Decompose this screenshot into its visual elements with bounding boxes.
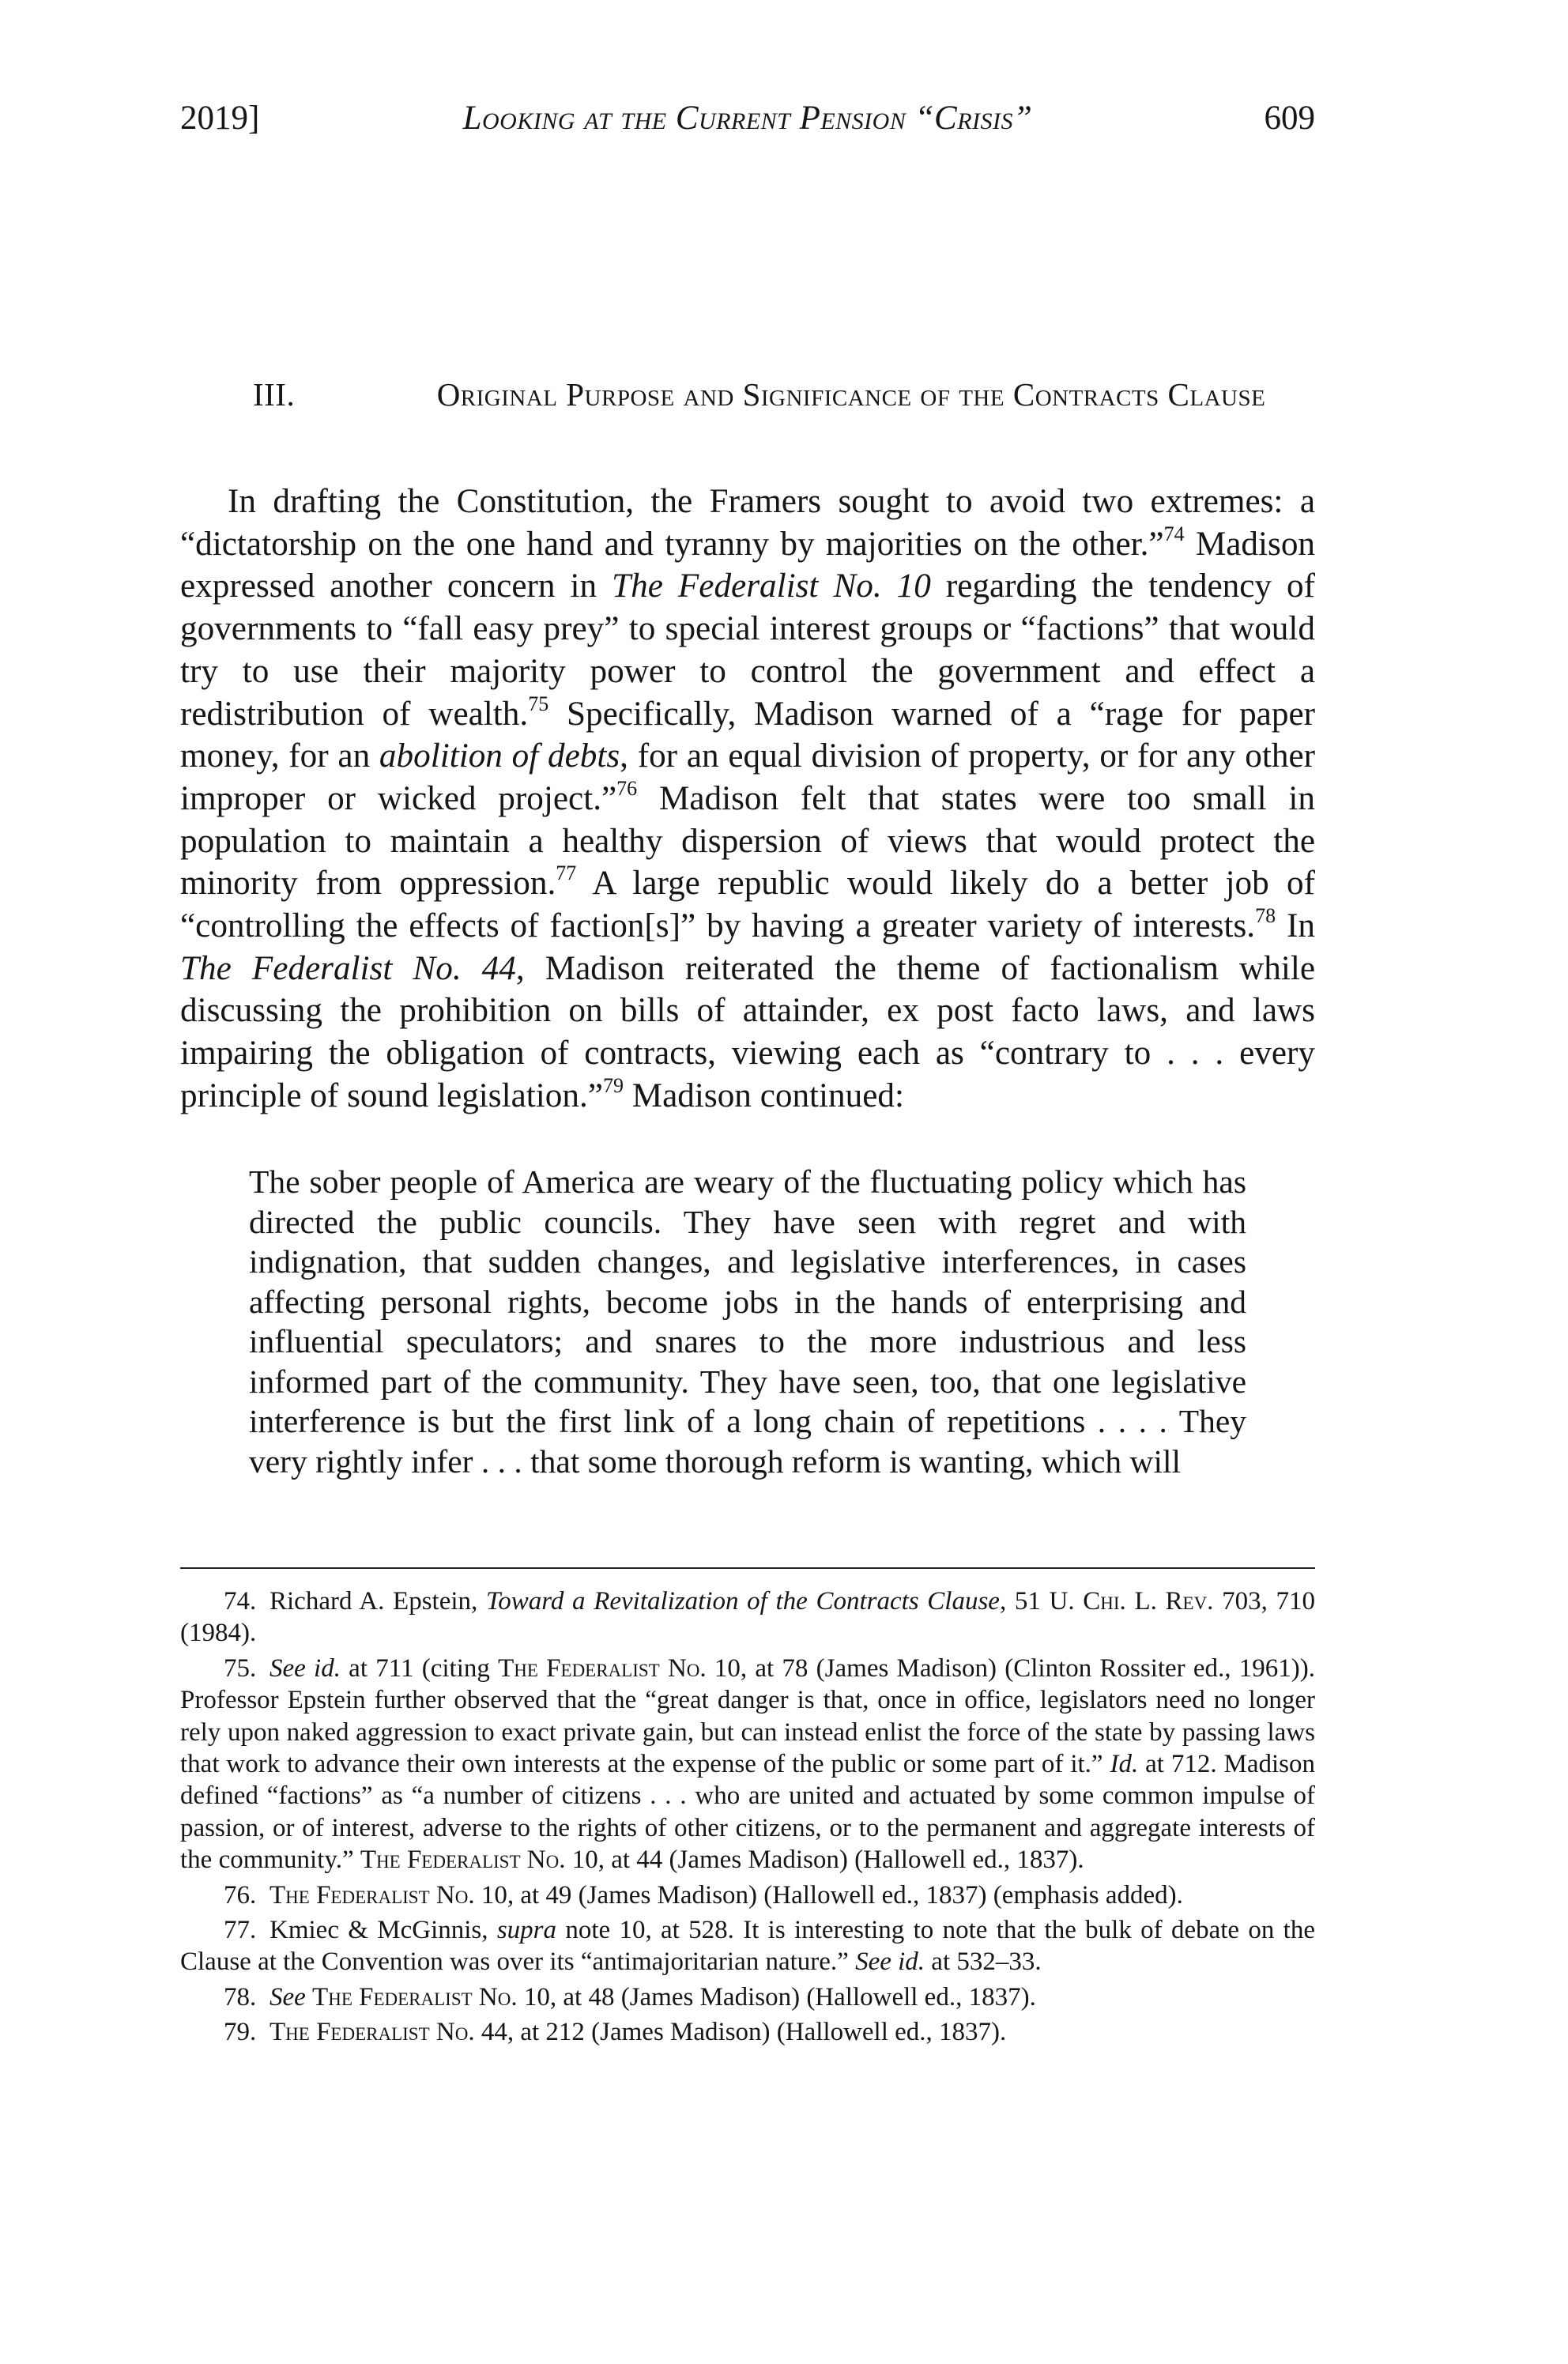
body-text-run: Madison continued:: [623, 1076, 904, 1114]
running-head: [180, 87, 1315, 150]
body-text-run: regarding the tendency of governments to “fall easy prey” to special interest groups or “factions” that would try to use their majority power to control the government and effect a redistribution of wealth.: [180, 567, 1315, 733]
footnote-italic: See id.: [855, 1947, 925, 1977]
footnote-italic: Toward a Revitalization of the Contracts Clause: [485, 1587, 1000, 1616]
body-text-run: A large republic would likely do a better job of “controlling the effects of faction[s]” by having a greater variety of interests.: [180, 865, 1315, 945]
footnote-text: [306, 1983, 312, 2011]
section-title: Original Purpose and Significance of the Contracts Clause: [436, 376, 1266, 413]
footnote-75: [180, 1653, 1315, 1876]
running-head-year: 2019]: [180, 100, 260, 137]
footnote-text: Richard A. Epstein,: [270, 1587, 486, 1616]
footnote-smallcaps: The Federalist No.: [270, 2018, 475, 2047]
body-text-run: Madison expressed another concern in: [180, 525, 1316, 605]
body-text-run: In: [1276, 907, 1315, 945]
footnote-smallcaps: The Federalist No.: [498, 1653, 707, 1683]
footnote-number: 75.: [224, 1653, 257, 1683]
footnote-italic: supra: [496, 1916, 557, 1945]
footnote-number: 76.: [224, 1880, 257, 1910]
body-text-run: , Madison reiterated the theme of factionalism while discussing the prohibition on bills of attainder, ex post facto laws, and laws impairing the obligation of contracts, viewing each as “contrary to . . . every principle of sound legislation.”: [180, 949, 1315, 1114]
footnote-divider: [180, 1567, 1315, 1569]
footnote-text: 10, at 78 (James Madison) (Clinton Rossiter ed., 1961)). Professor Epstein further observed that the “great danger is that, once in office, legislators need no longer rely upon naked aggression to exact private gain, but can instead enlist the force of the state by passing laws that work to advance their own interests at the expense of the public or some part of it.”: [180, 1653, 1316, 1779]
italic-title: The Federalist No. 10: [612, 567, 931, 605]
footnote-smallcaps: The Federalist No.: [270, 1880, 475, 1910]
body-text-run: Madison felt that states were too small in population to maintain a healthy dispersion of views that would protect the minority from oppression.: [180, 779, 1315, 903]
italic-emphasis: abolition of debts: [379, 737, 620, 775]
footnote-text: 10, at 44 (James Madison) (Hallowell ed., 1837).: [565, 1846, 1084, 1875]
footnote-smallcaps: The Federalist No.: [360, 1846, 566, 1875]
footnote-77: [180, 1914, 1315, 1978]
section-number: III.: [253, 376, 296, 413]
footnote-79: [180, 2016, 1315, 2048]
footnote-number: 77.: [224, 1916, 257, 1945]
footnote-text: 10, at 49 (James Madison) (Hallowell ed., 1837) (emphasis added).: [474, 1880, 1183, 1910]
footnote-76: [180, 1880, 1315, 1911]
footnote-italic: See id.: [270, 1653, 341, 1683]
running-head-title: Looking at the Current Pension “Crisis”: [462, 100, 1033, 137]
footnote-ref-79[interactable]: 79: [602, 1073, 624, 1097]
footnote-ref-77[interactable]: 77: [556, 862, 577, 885]
footnote-italic: See: [270, 1982, 306, 2011]
footnotes: [180, 1585, 1315, 2052]
footnote-text: at 712. Madison defined “factions” as “a number of citizens . . . who are united and actuated by some common impulse of passion, or of interest, adverse to the rights of other citizens, or to the permanent and aggregate interests of the community.”: [180, 1750, 1315, 1875]
block-quote-text: The sober people of America are weary of the fluctuating policy which has directed the public councils. They have seen with regret and with indignation, that sudden changes, and legislative interferences, in cases affecting personal rights, become jobs in the hands of enterprising and influential speculators; and snares to the more industrious and less informed part of the community. They have seen, too, that one legislative interference is but the first link of a long chain of repetitions . . . . They very rightly infer . . . that some thorough reform is wanting, which will: [249, 1163, 1246, 1480]
footnote-italic: Id.: [1110, 1750, 1139, 1779]
body-paragraph: [180, 481, 1315, 1118]
body-text: [180, 481, 1315, 1118]
footnote-text: 10, at 48 (James Madison) (Hallowell ed., 1837).: [517, 1982, 1036, 2011]
footnote-number: 74.: [224, 1587, 257, 1616]
footnote-text: at 532–33.: [925, 1947, 1042, 1977]
footnote-text: , 51: [999, 1587, 1050, 1616]
footnote-78: [180, 1981, 1315, 2013]
footnote-text: at 711 (citing: [340, 1653, 499, 1683]
body-text-run: Specifically, Madison warned of a “rage for paper money, for an: [180, 695, 1315, 775]
page-number: 609: [1264, 100, 1315, 137]
footnote-text: note 10, at 528. It is interesting to note that the bulk of debate on the Clause at the Convention was over its “antimajoritarian nature.”: [180, 1916, 1315, 1977]
footnote-number: 78.: [224, 1982, 257, 2011]
footnote-text: 44, at 212 (James Madison) (Hallowell ed., 1837).: [474, 2018, 1007, 2047]
footnote-text: 703, 710 (1984).: [180, 1587, 1315, 1648]
footnote-smallcaps: U. Chi. L. Rev.: [1049, 1587, 1214, 1616]
footnote-ref-74[interactable]: 74: [1163, 522, 1185, 545]
footnote-number: 79.: [224, 2018, 257, 2047]
footnote-ref-75[interactable]: 75: [528, 692, 549, 715]
body-text-run: , for an equal division of property, or for any other improper or wicked project.”: [180, 737, 1316, 817]
footnote-ref-76[interactable]: 76: [616, 776, 638, 800]
footnote-text: Kmiec & McGinnis,: [270, 1916, 497, 1945]
footnote-74: [180, 1585, 1315, 1650]
italic-title: The Federalist No. 44: [180, 949, 516, 987]
block-quote: [249, 1162, 1246, 1481]
footnote-smallcaps: The Federalist No.: [312, 1982, 518, 2011]
footnote-ref-78[interactable]: 78: [1255, 904, 1276, 928]
body-text-run: In drafting the Constitution, the Framers sought to avoid two extremes: a “dictatorship on the one hand and tyranny by majorities on the other.”: [180, 483, 1315, 563]
